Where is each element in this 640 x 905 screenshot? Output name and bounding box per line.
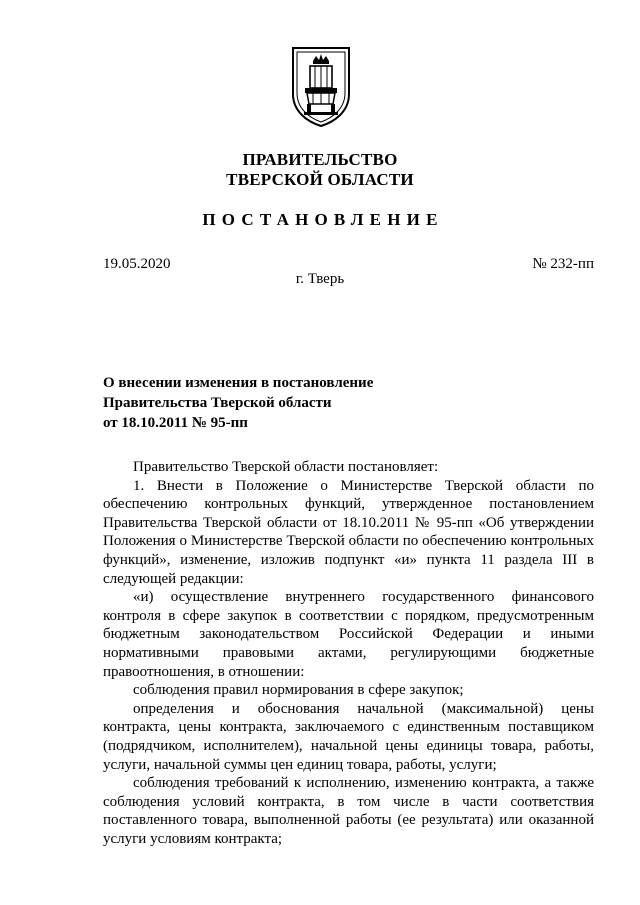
document-subject <box>103 373 373 433</box>
document-body <box>103 458 594 848</box>
document-date: 19.05.2020 <box>103 256 171 272</box>
document-city: г. Тверь <box>295 271 345 287</box>
body-paragraph: Правительство Тверской области постановляет: <box>133 459 439 475</box>
tver-coat-of-arms-icon <box>290 46 352 128</box>
document-number: № 232-пп <box>532 256 594 272</box>
body-paragraph: «и) осуществление внутреннего государственного финансового контроля в сфере закупок в соответствии с порядком, предусмотренным бюджетным законодательством Российской Федерации и иными нормативными правовыми актами, регулирующими бюджетные правоотношения, в отношении: <box>103 589 594 680</box>
body-paragraph: соблюдения требований к исполнению, изменению контракта, а также соблюдения условий контракта, в том числе в части соответствия поставленного товара, выполненной работы (ее результата) или оказанной услуги условиям контракта; <box>103 775 594 847</box>
subject-line: от 18.10.2011 № 95-пп <box>103 415 248 431</box>
organization-name-line1: ПРАВИТЕЛЬСТВО <box>242 150 398 169</box>
body-paragraph: определения и обоснования начальной (максимальной) цены контракта, цены контракта, заключаемого с единственным поставщиком (подрядчиком, исполнителем), начальной цены единицы товара, работы, услуги, начальной суммы цен единиц товара, работы, услуги; <box>103 700 594 773</box>
document-type-title: ПОСТАНОВЛЕНИЕ <box>202 210 444 229</box>
body-paragraph: соблюдения правил нормирования в сфере закупок; <box>133 682 464 699</box>
subject-line: О внесении изменения в постановление <box>103 375 374 391</box>
body-paragraph: 1. Внести в Положение о Министерстве Тверской области по обеспечению контрольных функций, утвержденное постановлением Правительства Тверской области от 18.10.2011 № 95-пп «Об утверждении Положения о Министерстве Тверской области по обеспечению контрольных функций», изменение, изложив подпункт «и» пункта 11 раздела III в следующей редакции: <box>103 477 594 587</box>
subject-line: Правительства Тверской области <box>103 395 332 411</box>
organization-name-line2: ТВЕРСКОЙ ОБЛАСТИ <box>226 170 414 189</box>
